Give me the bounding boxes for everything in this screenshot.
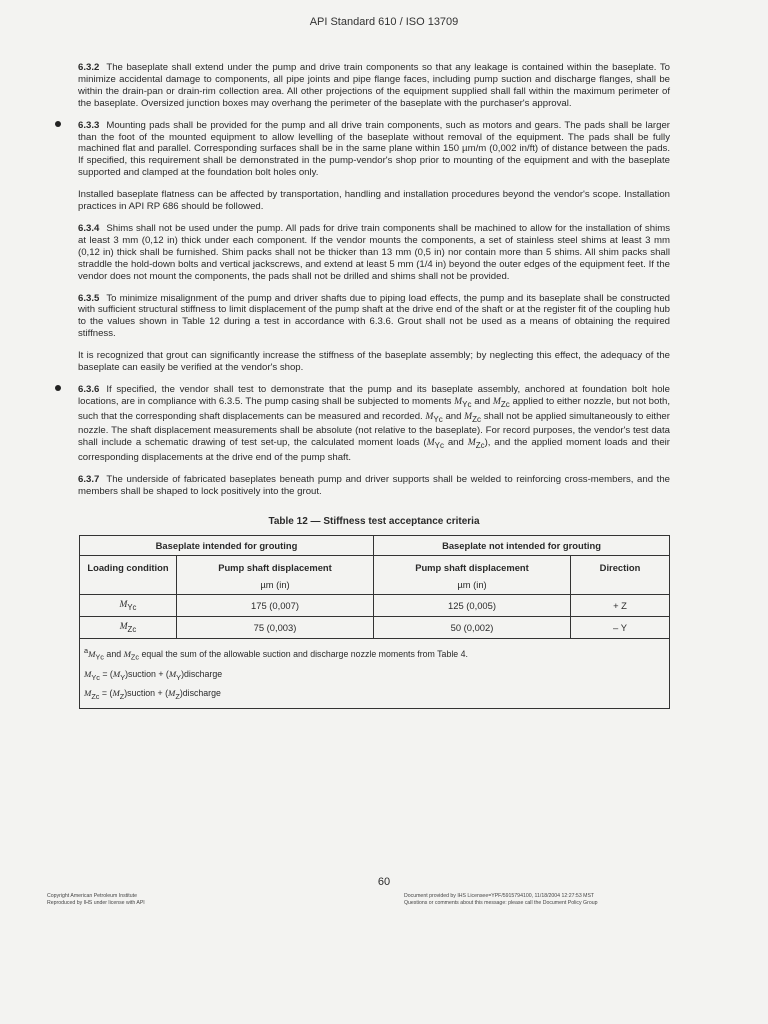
table-row — [80, 594, 670, 616]
direction-cell: – Y — [571, 616, 670, 638]
conjunction: and — [474, 395, 491, 407]
clause-text: Shims shall not be used under the pump. All pads for drive train components shall be machined to allow for the installation of shims at least 3 mm (0,12 in) thick under each component. If the vendor mounts the components, a set of stainless steel shims at least 3 mm (0,12 in) thick shall be furnished. Shim packs shall not be thicker than 13 mm (0,5 in) nor contain more than 5 shims. All shim packs shall straddle the hold-down bolts and vertical jackscrews, and extend at least 5 mm (1/4 in) beyond the outer edges of the equipment feet. If the vendor does not mount the components, the pads shall not be drilled and shims shall not be provided. — [78, 222, 670, 282]
footnote-line — [84, 642, 665, 666]
clause-number: 6.3.3 — [78, 119, 100, 131]
clause-6-3-6 — [78, 384, 670, 464]
footer-line: Copyright American Petroleum Institute — [47, 893, 137, 899]
clause-text: shall not be applied simultaneously to either nozzle. The shaft displacement measurements shall be absolute (not relative to the baseplate). For record purposes, the vendor's test data shall include a schematic drawing of test set-up, the calculated moment loads ( — [78, 410, 670, 449]
footer-copyright — [47, 893, 145, 906]
clause-text: The underside of fabricated baseplates beneath pump and driver supports shall be welded to reinforcing cross-members, and the members shall be shaped to lock positively into the grout. — [78, 474, 670, 497]
moment-subscript: Yc — [127, 603, 137, 613]
clause-text: The baseplate shall extend under the pump and drive train components so that any leakage is contained within the baseplate. To minimize accidental damage to components, all pipe joints and pipe flange faces, including pump suction and discharge flanges, shall be within the drain-pan or drain-rim collection area. All other projections of the equipment supplied shall fall within the maximum perimeter of the baseplate. Oversized junction boxes may overhang the perimeter of the baseplate with the purchaser's approval. — [78, 62, 670, 109]
footnote-text: )discharge — [181, 668, 223, 679]
footer-line: Reproduced by IHS under license with API — [47, 899, 145, 906]
footnote-marker: a — [84, 645, 89, 655]
not-grouting-value-cell: 125 (0,005) — [374, 594, 571, 616]
moment-subscript: Z — [175, 692, 180, 702]
clause-6-3-5 — [78, 293, 670, 341]
col-header-unit: µm (in) — [457, 578, 487, 590]
bullet-icon — [55, 385, 61, 391]
moment-subscript: Yc — [95, 652, 104, 662]
moment-subscript: Zc — [127, 625, 137, 635]
clause-number: 6.3.4 — [78, 222, 100, 234]
moment-symbol: M — [119, 622, 128, 633]
moment-subscript: Y — [120, 672, 126, 682]
moment-subscript: Yc — [433, 414, 443, 424]
moment-subscript: Zc — [91, 692, 100, 702]
clause-6-3-7 — [78, 474, 670, 498]
table-column-header-row — [80, 555, 670, 594]
loading-cell — [80, 616, 177, 638]
moment-symbol: M — [112, 688, 120, 699]
grouting-value-cell: 175 (0,007) — [177, 594, 374, 616]
moment-symbol: M — [454, 395, 463, 407]
moment-symbol: M — [119, 600, 128, 611]
moment-subscript: Zc — [475, 441, 485, 451]
moment-subscript: Zc — [472, 414, 482, 424]
col-header-displacement-grouting — [177, 555, 374, 594]
not-grouting-value-cell: 50 (0,002) — [374, 616, 571, 638]
conjunction: and — [106, 648, 122, 659]
col-header-label: Pump shaft displacement — [218, 561, 332, 573]
note-6-3-3: Installed baseplate flatness can be affected by transportation, handling and installation procedures beyond the vendor's scope. Installation practices in API RP 686 should be followed. — [78, 189, 670, 213]
footnote-line — [84, 685, 665, 705]
moment-symbol: M — [84, 688, 92, 699]
clause-text: applied to either nozzle, but not both, such that the corresponding shaft displacements can be measured and recorded. — [78, 395, 671, 422]
moment-symbol: M — [464, 410, 473, 422]
col-header-label: Pump shaft displacement — [415, 561, 529, 573]
moment-symbol: M — [123, 648, 131, 659]
conjunction: and — [447, 437, 464, 449]
col-header-label: Direction — [599, 561, 641, 573]
page-number: 60 — [377, 876, 391, 888]
grouting-value-cell: 75 (0,003) — [177, 616, 374, 638]
footnote-text: = ( — [101, 688, 113, 699]
page-header: API Standard 610 / ISO 13709 — [309, 16, 459, 28]
table-footnote — [80, 638, 670, 708]
stiffness-criteria-table — [79, 535, 670, 709]
moment-subscript: Yc — [462, 399, 472, 409]
moment-subscript: Y — [176, 672, 182, 682]
clause-6-3-2 — [78, 62, 670, 110]
footnote-text: )suction + ( — [125, 668, 169, 679]
clause-number: 6.3.6 — [78, 383, 100, 395]
direction-cell: + Z — [571, 594, 670, 616]
col-header-displacement-not-grouting — [374, 555, 571, 594]
footnote-text: )discharge — [179, 688, 221, 699]
moment-subscript: Z — [119, 692, 125, 702]
moment-subscript: Yc — [91, 672, 100, 682]
footer-line: Questions or comments about this message: please call the Document Policy Group — [404, 899, 598, 906]
moment-symbol: M — [168, 688, 176, 699]
footnote-text: = ( — [102, 668, 113, 679]
group-header-grouting: Baseplate intended for grouting — [80, 535, 374, 555]
footer-license-notice — [404, 893, 597, 906]
moment-symbol: M — [112, 668, 121, 679]
clause-6-3-3 — [78, 120, 670, 180]
moment-symbol: M — [467, 437, 476, 449]
clause-number: 6.3.7 — [78, 474, 100, 486]
footnote-text: equal the sum of the allowable suction and discharge nozzle moments from Table 4. — [141, 648, 468, 659]
footnote-line — [84, 666, 665, 686]
group-header-not-grouting: Baseplate not intended for grouting — [374, 535, 670, 555]
table-footnote-row — [80, 638, 670, 708]
clause-text: ), and the applied moment loads and their corresponding displacements at the drive end of the pump shaft. — [78, 437, 670, 464]
moment-symbol: M — [426, 437, 435, 449]
footer-line: Document provided by IHS Licensee=YPF/5915794100, 11/18/2004 12:27:53 MST — [404, 893, 595, 899]
moment-symbol: M — [425, 410, 434, 422]
moment-subscript: Yc — [434, 441, 444, 451]
footnote-text: )suction + ( — [124, 688, 169, 699]
col-header-unit: µm (in) — [260, 578, 290, 590]
moment-subscript: Zc — [130, 652, 140, 662]
clause-text: Mounting pads shall be provided for the pump and all drive train components, such as motors and gears. The pads shall be larger than the foot of the mounted equipment to allow levelling of the baseplate without removal of the equipment. The pads shall be fully machined flat and parallel. Corresponding surfaces shall be in the same plane within 150 µm/m (0,002 in/ft) of distance between the pads. If specified, this requirement shall be demonstrated in the pump-vendor's shop prior to mounting of the equipment and with the baseplate supported and clamped at the foundation bolt holes only. — [78, 119, 670, 179]
moment-symbol: M — [492, 395, 501, 407]
conjunction: and — [445, 410, 462, 422]
moment-symbol: M — [84, 668, 92, 679]
table-row — [80, 616, 670, 638]
clause-number: 6.3.5 — [78, 292, 100, 304]
col-header-loading — [80, 555, 177, 594]
table-title: Table 12 — Stiffness test acceptance criteria — [268, 515, 480, 527]
clause-6-3-4 — [78, 223, 670, 283]
loading-cell — [80, 594, 177, 616]
moment-subscript: Zc — [500, 399, 510, 409]
document-body — [78, 62, 670, 709]
clause-number: 6.3.2 — [78, 62, 100, 73]
col-header-label: Loading condition — [87, 561, 169, 573]
moment-symbol: M — [88, 648, 96, 659]
table-group-header-row — [80, 535, 670, 555]
moment-symbol: M — [168, 668, 177, 679]
clause-text: To minimize misalignment of the pump and driver shafts due to piping load effects, the pump and its baseplate shall be constructed with sufficient structural stiffness to limit displacement of the pump shaft at the drive end of the shaft or at the register fit of the coupling hub to the values shown in Table 12 during a test in accordance with 6.3.6. Grout shall not be used as a means of obtaining the required stiffness. — [78, 292, 670, 340]
note-6-3-5: It is recognized that grout can significantly increase the stiffness of the baseplate assembly; by neglecting this effect, the adequacy of the baseplate can easily be verified at the vendor's shop. — [78, 350, 670, 374]
col-header-direction — [571, 555, 670, 594]
clause-text: If specified, the vendor shall test to demonstrate that the pump and its baseplate assembly, anchored at foundation bolt hole locations, are in compliance with 6.3.5. The pump casing shall be subjected to moments — [78, 383, 670, 407]
bullet-icon — [55, 121, 61, 127]
